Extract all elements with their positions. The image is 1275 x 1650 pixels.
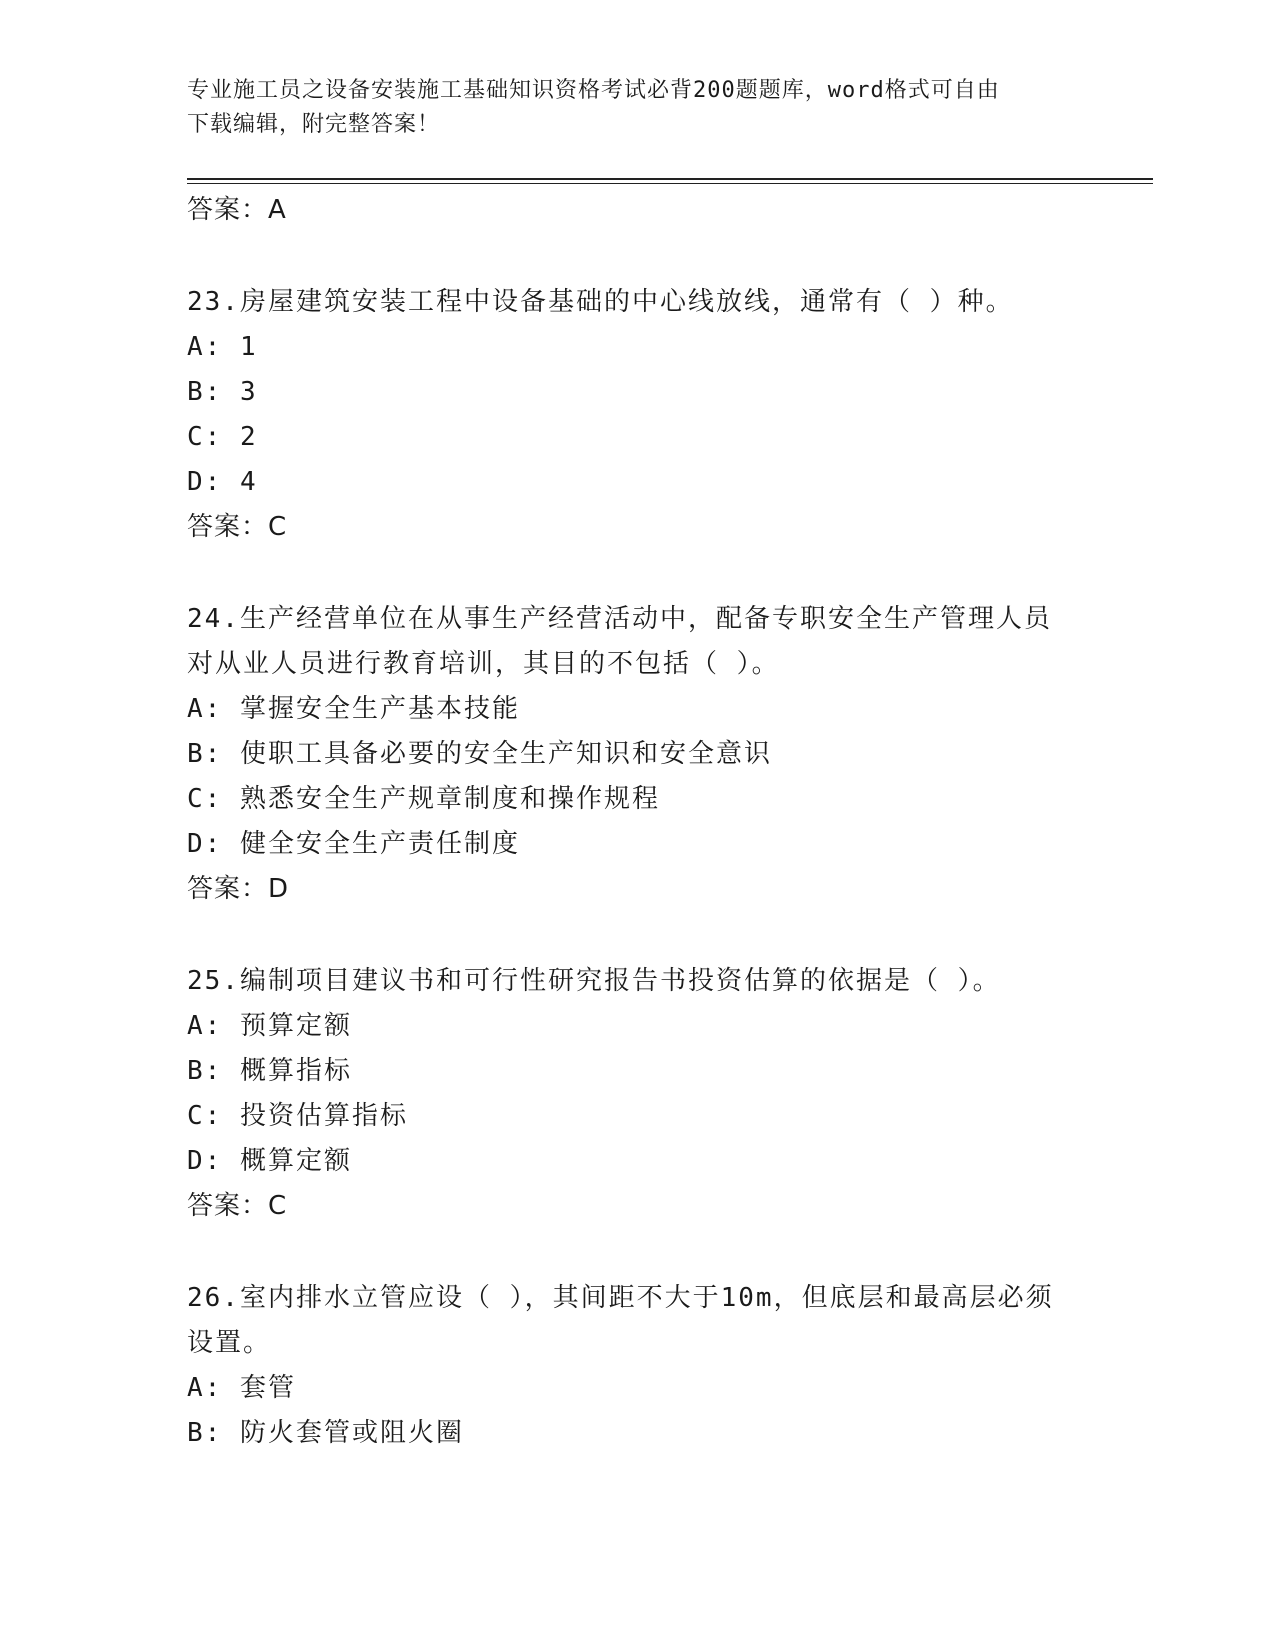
option-d: D: 4: [187, 467, 258, 497]
answer: 答案：D: [187, 874, 290, 904]
answer: 答案：C: [187, 1191, 288, 1221]
option-d: D: 健全安全生产责任制度: [187, 829, 520, 859]
header-divider-thin: [187, 183, 1153, 184]
option-b: B: 防火套管或阻火圈: [187, 1418, 464, 1448]
question-text-cont: 设置。: [187, 1328, 272, 1358]
question-text: 25.编制项目建议书和可行性研究报告书投资估算的依据是（ ）。: [187, 966, 1001, 996]
question-23: [187, 280, 1087, 550]
question-text: 26.室内排水立管应设（ ），其间距不大于10m，但底层和最高层必须: [187, 1283, 1054, 1313]
option-c: C: 投资估算指标: [187, 1101, 408, 1131]
header-divider-thick: [187, 178, 1153, 180]
option-b: B: 使职工具备必要的安全生产知识和安全意识: [187, 739, 772, 769]
question-24: [187, 597, 1087, 912]
option-a: A: 预算定额: [187, 1011, 352, 1041]
document-header: [187, 74, 1087, 142]
option-b: B: 概算指标: [187, 1056, 352, 1086]
question-text: 23.房屋建筑安装工程中设备基础的中心线放线，通常有（ ）种。: [187, 287, 1014, 317]
option-a: A: 套管: [187, 1373, 296, 1403]
header-line-2: 下载编辑，附完整答案！: [187, 112, 441, 137]
answer: 答案：C: [187, 512, 288, 542]
option-c: C: 熟悉安全生产规章制度和操作规程: [187, 784, 660, 814]
option-b: B: 3: [187, 377, 258, 407]
option-a: A: 掌握安全生产基本技能: [187, 694, 520, 724]
option-d: D: 概算定额: [187, 1146, 352, 1176]
question-list: [187, 188, 1087, 1456]
option-c: C: 2: [187, 422, 258, 452]
header-line-1: 专业施工员之设备安装施工基础知识资格考试必背200题题库，word格式可自由: [187, 78, 1000, 103]
previous-answer: 答案：A: [187, 195, 287, 225]
question-26: [187, 1276, 1087, 1456]
question-text-cont: 对从业人员进行教育培训，其目的不包括（ ）。: [187, 649, 780, 679]
question-25: [187, 959, 1087, 1229]
question-text: 24.生产经营单位在从事生产经营活动中，配备专职安全生产管理人员: [187, 604, 1052, 634]
option-a: A: 1: [187, 332, 258, 362]
